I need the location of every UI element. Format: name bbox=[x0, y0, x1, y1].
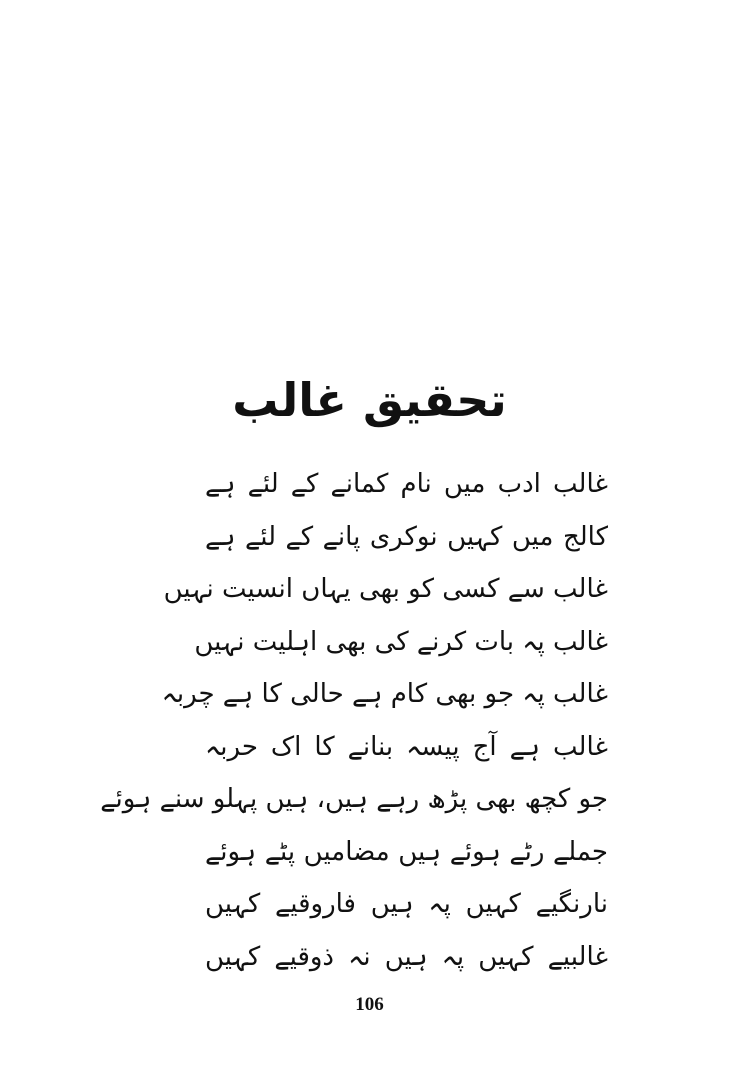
poem-line: کالج میں کہیں نوکری پانے کے لئے ہے bbox=[205, 521, 608, 552]
poem-line: غالب ادب میں نام کمانے کے لئے ہے bbox=[205, 469, 608, 499]
poem-line: نارنگیے کہیں پہ ہیں فاروقیے کہیں bbox=[205, 889, 608, 919]
poem-line: غالب پہ جو بھی کام ہے حالی کا ہے چربہ bbox=[161, 679, 608, 709]
poem-line: غالبیے کہیں پہ ہیں نہ ذوقیے کہیں bbox=[205, 941, 608, 972]
poem bbox=[100, 458, 608, 983]
page-number: 106 bbox=[355, 994, 384, 1015]
poem-line: غالب ہے آج پیسہ بنانے کا اک حربہ bbox=[205, 731, 608, 762]
poem-line: غالب پہ بات کرنے کی بھی اہلیت نہیں bbox=[194, 626, 608, 657]
page-title: تحقیق غالب bbox=[232, 373, 507, 427]
poem-line: غالب سے کسی کو بھی یہاں انسیت نہیں bbox=[163, 574, 608, 604]
poem-line: جو کچھ بھی پڑھ رہے ہیں، ہیں پہلو سنے ہوئے bbox=[100, 784, 608, 814]
poem-line: جملے رٹے ہوئے ہیں مضامیں پٹے ہوئے bbox=[205, 836, 608, 867]
